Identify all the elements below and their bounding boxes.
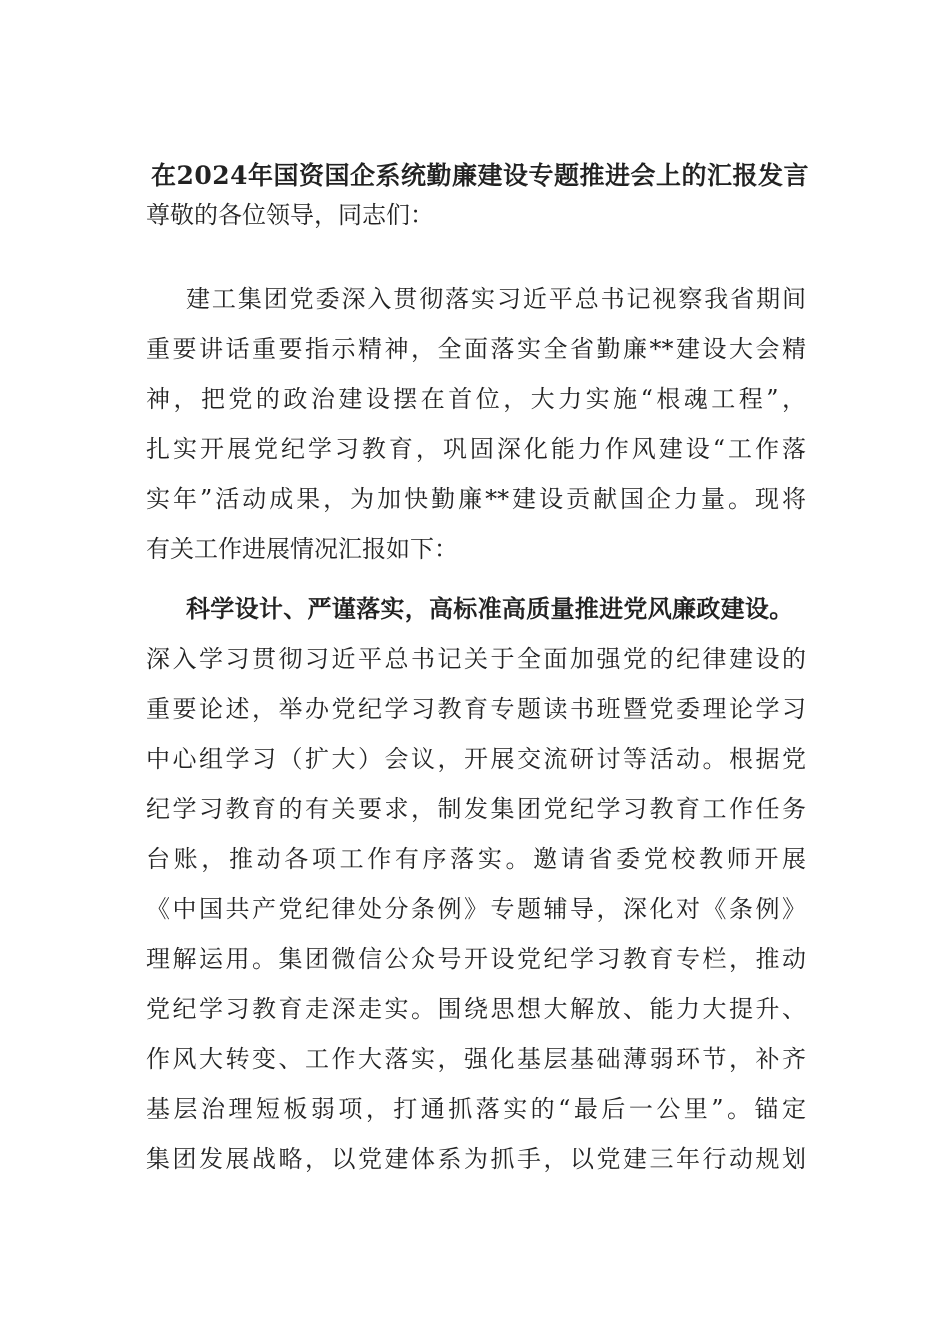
- paragraph-line: 台账，推动各项工作有序落实。邀请省委党校教师开展: [146, 845, 806, 873]
- paragraph-line: 重要讲话重要指示精神，全面落实全省勤廉**建设大会精: [146, 335, 806, 363]
- salutation: 尊敬的各位领导，同志们：: [146, 201, 434, 229]
- paragraph-line: 基层治理短板弱项，打通抓落实的“最后一公里”。锚定: [146, 1095, 806, 1123]
- paragraph-line: 理解运用。集团微信公众号开设党纪学习教育专栏，推动: [146, 945, 806, 973]
- paragraph-line: 集团发展战略，以党建体系为抓手，以党建三年行动规划: [146, 1145, 806, 1173]
- paragraph-line: 建工集团党委深入贯彻落实习近平总书记视察我省期间: [186, 285, 806, 313]
- paragraph-line: 深入学习贯彻习近平总书记关于全面加强党的纪律建设的: [146, 645, 806, 673]
- paragraph-line: 纪学习教育的有关要求，制发集团党纪学习教育工作任务: [146, 795, 806, 823]
- paragraph-intro: [146, 274, 806, 574]
- paragraph-line: 神，把党的政治建设摆在首位，大力实施“根魂工程”，: [146, 385, 806, 413]
- paragraph-line: 《中国共产党纪律处分条例》专题辅导，深化对《条例》: [146, 895, 806, 923]
- paragraph-section-1: [146, 584, 806, 1184]
- paragraph-line: 实年”活动成果，为加快勤廉**建设贡献国企力量。现将: [146, 485, 806, 513]
- section-heading: 科学设计、严谨落实，高标准高质量推进党风廉政建设。: [186, 594, 794, 623]
- paragraph-line: 有关工作进展情况汇报如下：: [146, 535, 458, 563]
- paragraph-line: 中心组学习（扩大）会议，开展交流研讨等活动。根据党: [146, 745, 806, 773]
- paragraph-line: 作风大转变、工作大落实，强化基层基础薄弱环节，补齐: [146, 1045, 806, 1073]
- paragraph-line: 扎实开展党纪学习教育，巩固深化能力作风建设“工作落: [146, 435, 806, 463]
- document-title: 在2024年国资国企系统勤廉建设专题推进会上的汇报发言: [150, 161, 810, 190]
- paragraph-line: 重要论述，举办党纪学习教育专题读书班暨党委理论学习: [146, 695, 806, 723]
- paragraph-line: 党纪学习教育走深走实。围绕思想大解放、能力大提升、: [146, 995, 806, 1023]
